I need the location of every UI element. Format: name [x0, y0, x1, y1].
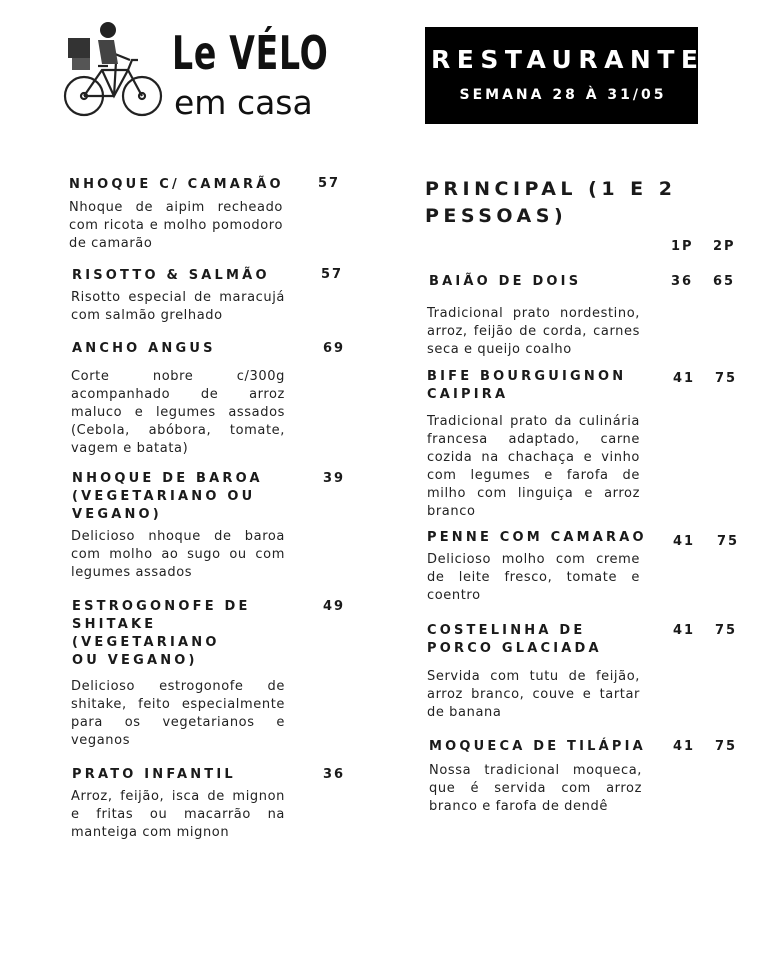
menu-item-price: 57 [318, 176, 341, 191]
main-item-description: Nossa tradicional moqueca, que é servida com arroz branco e farofa de dendê [429, 763, 642, 814]
main-item-description: Tradicional prato nordestino, arroz, feijão de corda, carnes seca e queijo coalho [427, 306, 640, 357]
menu-item-name: ESTROGONOFE DE SHITAKE (VEGETARIANO OU VEGANO) [72, 599, 251, 668]
main-item-price-1p: 41 [673, 534, 696, 549]
cyclist-logo-icon [58, 18, 166, 118]
main-item-price-1p: 36 [671, 274, 694, 289]
main-item-name: MOQUECA DE TILÁPIA [429, 739, 646, 754]
section-title: PRINCIPAL (1 E 2 PESSOAS) [425, 178, 677, 227]
brand-title: Le VÉLO [172, 26, 329, 80]
main-item-description: Servida com tutu de feijão, arroz branco, couve e tartar de banana [427, 669, 640, 720]
menu-item-description: Delicioso estrogonofe de shitake, feito especialmente para os vegetarianos e veganos [71, 679, 285, 748]
main-item-description: Delicioso molho com creme de leite fresco, tomate e coentro [427, 552, 640, 603]
main-item-price-2p: 75 [715, 623, 738, 638]
restaurant-banner [425, 27, 705, 124]
menu-item-price: 36 [323, 767, 346, 782]
main-item-price-2p: 75 [715, 739, 738, 754]
main-item-price-2p: 75 [715, 371, 738, 386]
menu-item-description: Delicioso nhoque de baroa com molho ao sugo ou com legumes assados [71, 529, 285, 580]
menu-item-price: 57 [321, 267, 344, 282]
main-item-price-2p: 65 [713, 274, 736, 289]
menu-item-description: Nhoque de aipim recheado com ricota e molho pomodoro de camarão [69, 200, 283, 251]
main-item-name: BAIÃO DE DOIS [429, 274, 582, 289]
menu-item-description: Corte nobre c/300g acompanhado de arroz maluco e legumes assados (Cebola, abóbora, tomate, vagem e batata) [71, 369, 285, 456]
main-item-price-1p: 41 [673, 371, 696, 386]
menu-item-name: RISOTTO & SALMÃO [72, 268, 270, 283]
main-item-description: Tradicional prato da culinária francesa adaptado, carne cozida na chachaça e vinho com legumes e farofa de milho com linguiça e arroz branco [427, 414, 640, 519]
menu-item-name: NHOQUE DE BAROA (VEGETARIANO OU VEGANO) [72, 471, 263, 522]
main-item-name: PENNE COM CAMARAO [427, 530, 647, 545]
column-header-1p: 1P [671, 239, 694, 254]
menu-item-name: PRATO INFANTIL [72, 767, 236, 782]
menu-item-name: ANCHO ANGUS [72, 341, 216, 356]
banner-title: RESTAURANTE [431, 45, 705, 74]
main-item-price-1p: 41 [673, 623, 696, 638]
menu-item-description: Arroz, feijão, isca de mignon e fritas ou macarrão na manteiga com mignon [71, 789, 285, 840]
column-header-2p: 2P [713, 239, 736, 254]
main-item-name: COSTELINHA DE PORCO GLACIADA [427, 623, 602, 656]
main-item-name: BIFE BOURGUIGNON CAIPIRA [427, 369, 627, 402]
main-item-price-1p: 41 [673, 739, 696, 754]
menu-item-price: 49 [323, 599, 346, 614]
menu-item-price: 69 [323, 341, 346, 356]
brand-subtitle: em casa [174, 83, 313, 122]
menu-item-name: NHOQUE C/ CAMARÃO [69, 177, 284, 192]
main-item-price-2p: 75 [717, 534, 740, 549]
menu-item-price: 39 [323, 471, 346, 486]
menu-item-description: Risotto especial de maracujá com salmão grelhado [71, 290, 285, 323]
banner-subtitle: SEMANA 28 À 31/05 [459, 87, 667, 103]
